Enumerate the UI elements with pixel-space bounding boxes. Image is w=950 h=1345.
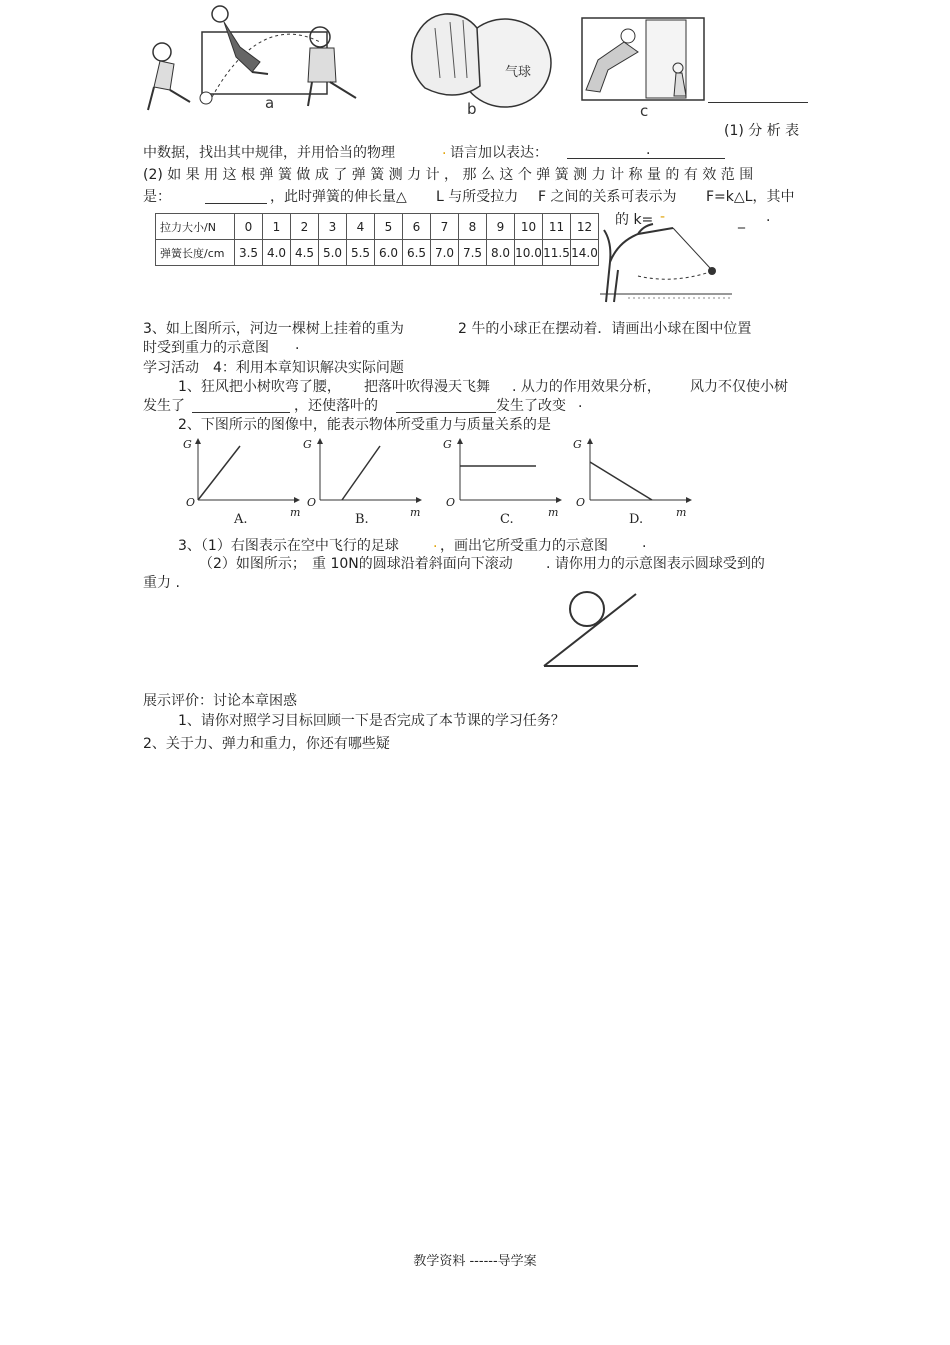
a4-q1-a: 1、狂风把小树吹弯了腰，: [178, 379, 341, 395]
table-header-length: 弹簧长度/cm: [156, 240, 235, 266]
a4-q1-blank-1[interactable]: [192, 412, 290, 413]
q2-line2-a: 是：: [143, 189, 171, 205]
table-cell: 8: [459, 214, 487, 240]
table-cell: 6: [403, 214, 431, 240]
table-cell: 6.0: [375, 240, 403, 266]
figure-c-door: [578, 12, 708, 120]
graph-a-x-label: m: [290, 506, 301, 519]
a4-q1-b: 把落叶吹得漫天飞舞: [364, 379, 490, 395]
q2-line2-d: F 之间的关系可表示为: [538, 189, 677, 205]
graph-d: [570, 436, 692, 506]
table-cell: 4.0: [263, 240, 291, 266]
table-cell: 5.0: [319, 240, 347, 266]
a4-q1-line2-c: 发生了改变: [496, 398, 566, 414]
table-cell: 11.5: [543, 240, 571, 266]
q1-answer-blank[interactable]: [567, 158, 725, 159]
q2-line2-b: ，此时弹簧的伸长量△: [270, 189, 407, 205]
q3-line2: 时受到重力的示意图: [143, 340, 269, 356]
a4-q1-line2-b: ，还使落叶的: [294, 398, 378, 414]
a4-q3-1c: .: [642, 535, 647, 551]
spring-data-table: [155, 213, 599, 266]
a4-q3-2a: （2）如图所示；: [199, 556, 306, 572]
a4-q3-1b: ，画出它所受重力的示意图: [440, 538, 608, 554]
table-cell: 6.5: [403, 240, 431, 266]
table-cell: 12: [571, 214, 599, 240]
q1-dot: .: [646, 142, 651, 158]
table-cell: 5.5: [347, 240, 375, 266]
q2-line2-e: F=k△L，其中: [706, 189, 795, 205]
graph-c: [440, 436, 562, 506]
q3-line1-b: 2 牛的小球正在摆动着．请画出小球在图中位置: [458, 321, 752, 337]
q2-line3-b: _: [738, 213, 745, 229]
a4-q3-1a: 3、（1）右图表示在空中飞行的足球: [178, 538, 399, 554]
table-cell: 2: [291, 214, 319, 240]
graph-b-caption: B.: [355, 512, 369, 527]
figure-b-label: b: [467, 100, 477, 118]
table-cell: 3.5: [235, 240, 263, 266]
graph-c-x-label: m: [548, 506, 559, 519]
page-footer: 教学资料 ------导学案: [413, 1254, 537, 1269]
a4-q1-line2-a: 发生了: [143, 398, 185, 414]
table-cell: 11: [543, 214, 571, 240]
table-cell: 4.5: [291, 240, 319, 266]
table-cell: 3: [319, 214, 347, 240]
a4-q3-2d: 重力 .: [143, 575, 180, 591]
q3-line2-dot: .: [295, 337, 300, 353]
figure-tree-pendulum: [598, 222, 733, 304]
q2-line1: (2) 如 果 用 这 根 弹 簧 做 成 了 弹 簧 测 力 计 ， 那 么 这 个 弹 簧 测 力 计 称 量 的 有 效 范 围: [143, 167, 754, 183]
table-cell: 5: [375, 214, 403, 240]
table-cell: 10.0: [515, 240, 543, 266]
a4-q3-2c: . 请你用力的示意图表示圆球受到的: [546, 556, 765, 572]
q1-line-b: 语言加以表达：: [450, 145, 548, 161]
a4-q1-line2-d: .: [578, 395, 583, 411]
graph-b: [300, 436, 422, 506]
graph-a-y-label: G: [183, 438, 192, 451]
table-cell: 0: [235, 214, 263, 240]
review-q2: 2、关于力、弹力和重力，你还有哪些疑: [143, 736, 390, 752]
q2-line3-a: 的 k=: [615, 212, 654, 228]
graph-b-x-label: m: [410, 506, 421, 519]
table-cell: 1: [263, 214, 291, 240]
graph-a-caption: A.: [234, 512, 248, 527]
review-q1: 1、请你对照学习目标回顾一下是否完成了本节课的学习任务？: [178, 713, 565, 729]
graph-c-caption: C.: [500, 512, 514, 527]
figure-a-label: a: [265, 94, 275, 112]
a4-q1-blank-2[interactable]: [396, 412, 496, 413]
figure-incline-ball: [540, 588, 642, 670]
figure-b-balloon-text: 气球: [505, 65, 532, 80]
table-cell: 7: [431, 214, 459, 240]
graph-b-origin: O: [307, 496, 317, 509]
review-title: 展示评价：讨论本章困惑: [143, 693, 297, 709]
table-cell: 7.5: [459, 240, 487, 266]
graph-a-origin: O: [186, 496, 196, 509]
a4-q1-c: . 从力的作用效果分析，: [512, 379, 661, 395]
q2-line2-c: L 与所受拉力: [436, 189, 519, 205]
q2-mark: -: [660, 209, 666, 225]
table-row: [156, 240, 599, 266]
graph-b-y-label: G: [303, 438, 312, 451]
table-row: [156, 214, 599, 240]
graph-d-x-label: m: [676, 506, 687, 519]
table-header-force: 拉力大小/N: [156, 214, 235, 240]
q3-line1-a: 3、如上图所示，河边一棵树上挂着的重为: [143, 321, 404, 337]
table-cell: 4: [347, 214, 375, 240]
q1-end: (1) 分 析 表: [724, 123, 800, 139]
table-cell: 9: [487, 214, 515, 240]
figure-b-balloon: [395, 8, 555, 120]
q2-line3-c: .: [766, 209, 771, 225]
graph-d-y-label: G: [573, 438, 582, 451]
a4-q1-d: 风力不仅使小树: [690, 379, 788, 395]
a4-q2: 2、下图所示的图像中，能表示物体所受重力与质量关系的是: [178, 417, 551, 433]
graph-d-origin: O: [576, 496, 586, 509]
answer-blank-top-right[interactable]: [708, 102, 808, 103]
graph-a: [178, 436, 300, 506]
a4-q3-2b: 重 10N的圆球沿着斜面向下滚动: [312, 556, 513, 572]
graph-c-origin: O: [446, 496, 456, 509]
figure-c-label: c: [640, 102, 649, 120]
graph-d-caption: D.: [629, 512, 644, 527]
table-cell: 7.0: [431, 240, 459, 266]
q1-line: 中数据，找出其中规律，并用恰当的物理: [143, 145, 395, 161]
table-cell: 14.0: [571, 240, 599, 266]
table-cell: 10: [515, 214, 543, 240]
q2-range-blank[interactable]: [205, 203, 267, 204]
a4-q3-mark: .: [433, 535, 438, 551]
figure-a-soccer: [140, 2, 380, 120]
q1-mark: .: [442, 142, 447, 158]
table-cell: 8.0: [487, 240, 515, 266]
graph-c-y-label: G: [443, 438, 452, 451]
activity4-heading: 学习活动 4：利用本章知识解决实际问题: [143, 360, 404, 376]
